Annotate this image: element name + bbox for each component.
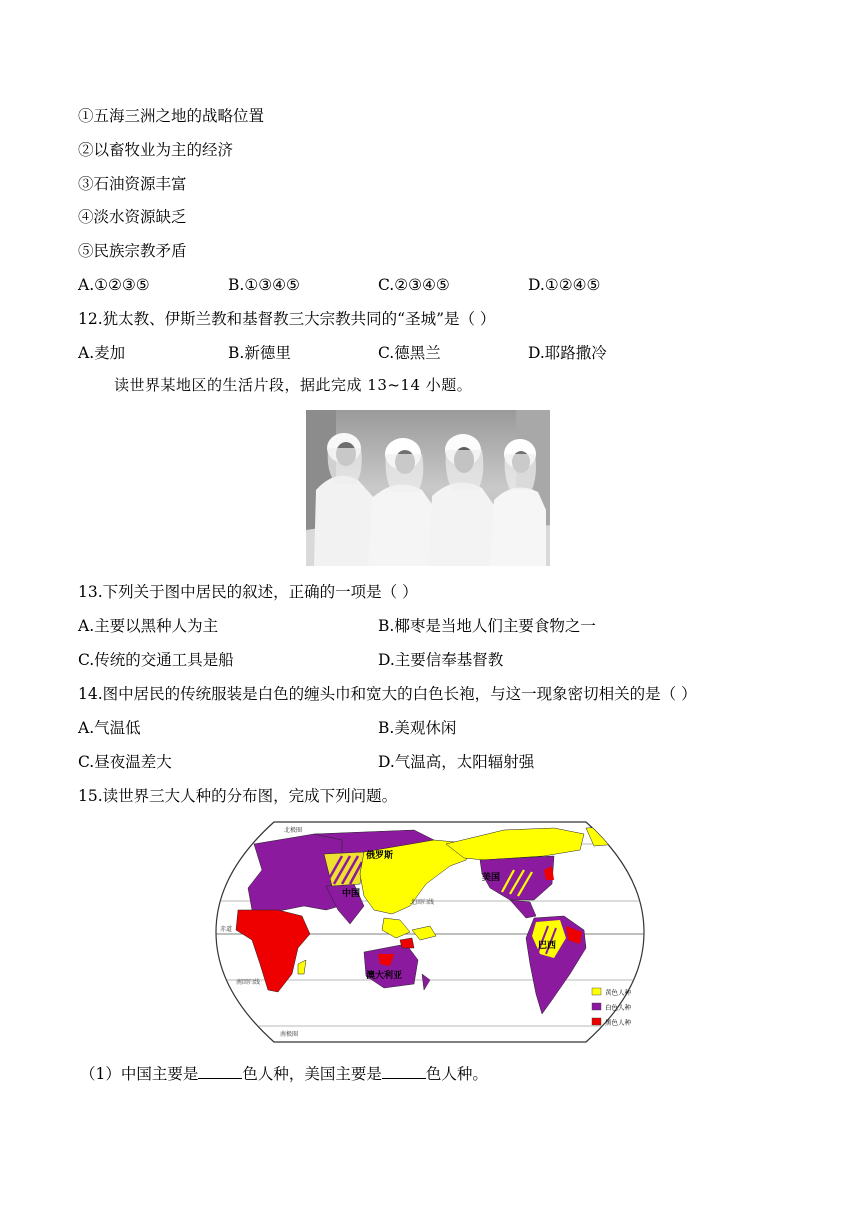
q12-option-d: D.耶路撒冷	[528, 344, 607, 362]
q15-sub1-text-b: 色人种，美国主要是	[242, 1065, 382, 1083]
label-arctic-circle: 北极圈	[284, 828, 303, 834]
q15-sub1-text-a: （1）中国主要是	[80, 1065, 199, 1083]
label-equator: 赤道	[220, 927, 233, 933]
label-russia: 俄罗斯	[366, 850, 394, 860]
legend-swatch-yellow	[592, 988, 601, 995]
photo-four-men	[306, 410, 550, 566]
legend-swatch-white	[592, 1003, 601, 1010]
q13-stem: 13.下列关于图中居民的叙述，正确的一项是（ ）	[78, 583, 418, 601]
q14-option-b: B.美观休闲	[378, 719, 457, 737]
q13-option-c: C.传统的交通工具是船	[78, 651, 234, 669]
q15-sub1	[80, 1064, 488, 1084]
q13-option-a: A.主要以黑种人为主	[78, 617, 219, 635]
q15-stem: 15.读世界三大人种的分布图，完成下列问题。	[78, 787, 398, 805]
legend-label-yellow: 黄色人种	[605, 989, 631, 997]
q12-option-a: A.麦加	[78, 344, 126, 362]
q11-option-a: A.①②③⑤	[78, 276, 150, 294]
q12-stem: 12.犹太教、伊斯兰教和基督教三大宗教共同的“圣城”是（ ）	[78, 310, 496, 328]
world-race-map	[214, 814, 646, 1050]
q12-option-b: B.新德里	[228, 344, 291, 362]
q13-option-b: B.椰枣是当地人们主要食物之一	[378, 617, 596, 635]
q14-stem: 14.图中居民的传统服装是白色的缠头巾和宽大的白色长袍，与这一现象密切相关的是（ ）	[78, 685, 697, 703]
q14-option-c: C.昼夜温差大	[78, 753, 172, 771]
label-tropic-capricorn: 南回归线	[236, 980, 261, 986]
label-brazil: 巴西	[538, 940, 557, 950]
q11-item-1: ①五海三洲之地的战略位置	[78, 107, 265, 125]
q11-option-b: B.①③④⑤	[228, 276, 300, 294]
q11-item-2: ②以畜牧业为主的经济	[78, 141, 234, 159]
label-china: 中国	[342, 888, 361, 898]
q15-blank-china[interactable]	[198, 1064, 242, 1079]
q11-item-4: ④淡水资源缺乏	[78, 208, 187, 226]
q15-blank-usa[interactable]	[382, 1064, 426, 1079]
q14-option-a: A.气温低	[78, 719, 141, 737]
q15-sub1-text-c: 色人种。	[425, 1065, 488, 1083]
label-australia: 澳大利亚	[366, 970, 403, 980]
q14-option-d: D.气温高，太阳辐射强	[378, 753, 535, 771]
label-usa: 美国	[482, 872, 501, 882]
q11-option-c: C.②③④⑤	[378, 276, 450, 294]
section-intro: 读世界某地区的生活片段，据此完成 13~14 小题。	[114, 376, 473, 394]
legend-label-black: 黑色人种	[605, 1019, 631, 1027]
legend-label-white: 白色人种	[605, 1004, 631, 1012]
q12-option-c: C.德黑兰	[378, 344, 441, 362]
label-antarctic-circle: 南极圈	[280, 1032, 299, 1038]
legend-swatch-black	[592, 1018, 601, 1025]
q11-option-d: D.①②④⑤	[528, 276, 601, 294]
q11-item-3: ③石油资源丰富	[78, 175, 187, 193]
q11-item-5: ⑤民族宗教矛盾	[78, 242, 187, 260]
map-legend	[592, 988, 632, 1027]
q13-option-d: D.主要信奉基督教	[378, 651, 504, 669]
label-tropic-cancer: 北回归线	[410, 900, 435, 906]
